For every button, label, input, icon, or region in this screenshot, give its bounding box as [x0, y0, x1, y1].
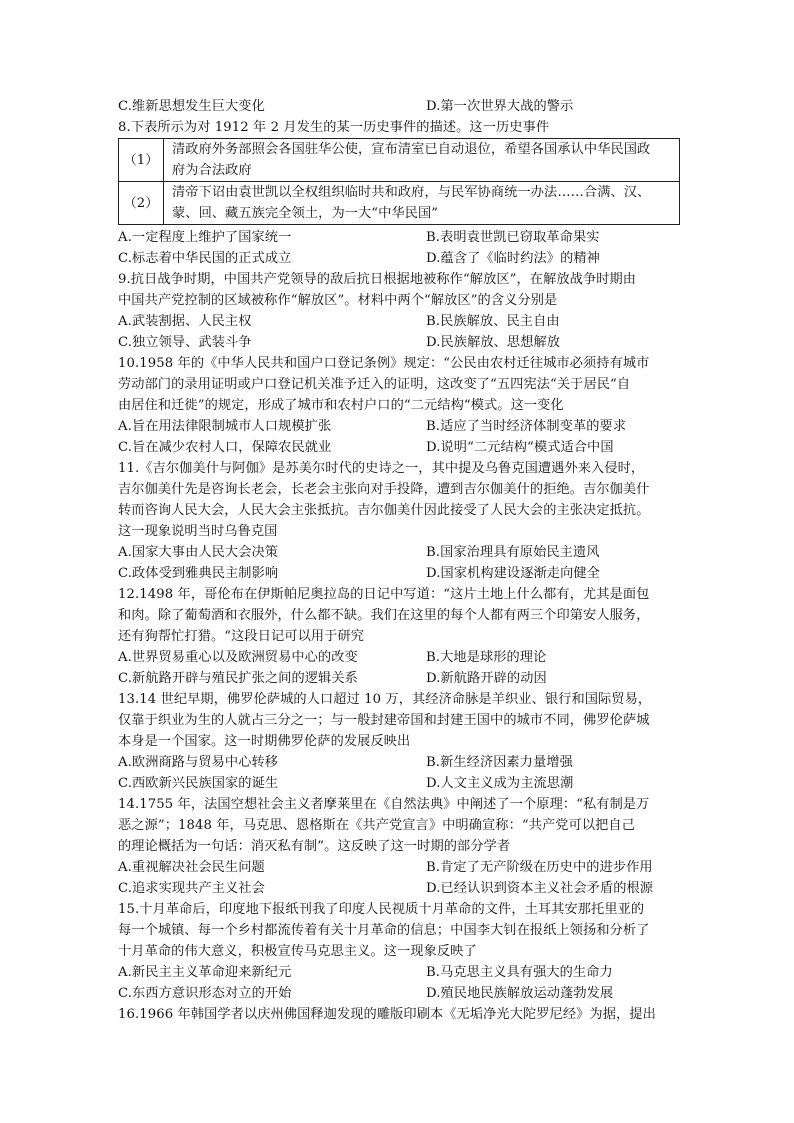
q8-options-ab	[118, 227, 686, 248]
q8-table-row	[119, 139, 680, 182]
q16-stem-line: 16.1966 年韩国学者以庆州佛国释迦发现的雕版印刷本《无垢净光大陀罗尼经》为据，提出	[118, 1007, 656, 1022]
q10-stem-line: 劳动部门的录用证明或户口登记机关准予迁入的证明，这改变了“五四宪法“关于居民“自	[118, 377, 631, 392]
q12-option-b: B.大地是球形的理论	[426, 650, 547, 665]
q8-option-a: A.一定程度上维护了国家统一	[118, 230, 292, 245]
q9-option-c: C.独立领导、武装斗争	[118, 335, 252, 350]
q8-row-line: 蒙、回、藏五族完全领土，为一大“中华民国”	[172, 206, 439, 221]
q12-stem-line: 12.1498 年，哥伦布在伊斯帕尼奥拉岛的日记中写道：“这片土地上什么都有，尤其是面包	[118, 587, 650, 602]
q11-option-b: B.国家治理具有原始民主遗风	[426, 545, 600, 560]
q8-table	[118, 138, 680, 225]
q8-row-text	[164, 182, 680, 225]
q12-stem-line: 和肉。除了葡萄酒和衣服外，什么都不缺。我们在这里的每个人都有两三个印第安人服务，	[118, 608, 650, 623]
q15-option-d: D.殖民地民族解放运动蓬勃发展	[426, 986, 614, 1001]
q15-stem-line: 十月革命的伟大意义，积极宣传马克思主义。这一现象反映了	[118, 944, 477, 959]
q9-options-cd	[118, 332, 686, 353]
q9-stem-line: 9.抗日战争时期，中国共产党领导的敌后抗日根据地被称作“解放区”，在解放战争时期由	[118, 272, 637, 287]
q12-stem-line: 还有狗帮忙打猎。“这段日记可以用于研究	[118, 629, 365, 644]
q11-option-d: D.国家机构建设逐渐走向健全	[426, 566, 600, 581]
q8-options-cd	[118, 248, 686, 269]
q8-option-c: C.标志着中华民国的正式成立	[118, 251, 292, 266]
q12-option-a: A.世界贸易重心以及欧洲贸易中心的改变	[118, 650, 358, 665]
q7-options-cd	[118, 96, 686, 117]
q10-stem-line: 由居住和迁徙”的规定，形成了城市和农村户口的“二元结构“模式。这一变化	[118, 398, 564, 413]
q15-stem-line: 每一个城镇、每一个乡村都流传着有关十月革命的信息；中国李大钊在报纸上领扬和分析了	[118, 923, 650, 938]
q8-row-line: 清帝下诏由袁世凯以全权组织临时共和政府，与民军协商统一办法……合满、汉、	[172, 185, 651, 200]
q13-stem-line: 13.14 世纪早期，佛罗伦萨城的人口超过 10 万，其经济命脉是羊织业、银行和国际贸易，	[118, 692, 652, 707]
q12-options-cd	[118, 668, 686, 689]
q10-option-d: D.说明“二元结构“模式适合中国	[426, 440, 614, 455]
q8-row-number: （1）	[119, 139, 164, 182]
q9-option-d: D.民族解放、思想解放	[426, 335, 561, 350]
q9-options-ab	[118, 311, 686, 332]
q9-option-a: A.武装割据、人民主权	[118, 314, 252, 329]
q11-stem-line: 11.《吉尔伽美什与阿伽》是苏美尔时代的史诗之一，其中提及乌鲁克国遭遇外来入侵时，	[118, 461, 645, 476]
q9-option-b: B.民族解放、民主自由	[426, 314, 560, 329]
q10-option-a: A.旨在用法律限制城市人口规模扩张	[118, 419, 332, 434]
q14-stem-line: 恶之源”；1848 年，马克思、恩格斯在《共产党宣言》中明确宣称：“共产党可以把自己	[118, 818, 635, 833]
q9-stem-line: 中国共产党控制的区域被称作“解放区”。材料中两个“解放区”的含义分别是	[118, 293, 558, 308]
q8-row-text	[164, 139, 680, 182]
q14-stem-line: 的理论概括为一句话：消灭私有制”。这反映了这一时期的部分学者	[118, 839, 511, 854]
q14-options-cd	[118, 878, 686, 899]
q10-option-c: C.旨在减少农村人口，保障农民就业	[118, 440, 332, 455]
q8-option-d: D.蕴含了《临时约法》的精神	[426, 251, 600, 266]
q7-option-d: D.第一次世界大战的警示	[426, 99, 574, 114]
q13-options-cd	[118, 773, 686, 794]
q11-options-cd	[118, 563, 686, 584]
q15-option-b: B.马克思主义具有强大的生命力	[426, 965, 613, 980]
q10-options-ab	[118, 416, 686, 437]
q10-option-b: B.适应了当时经济体制变革的要求	[426, 419, 627, 434]
q11-stem-line: 吉尔伽美什先是咨询长老会，长老会主张向对手投降，遭到吉尔伽美什的拒绝。吉尔伽美什	[118, 482, 650, 497]
q8-row-line: 清政府外务部照会各国驻华公使，宣布清室已自动退位，希望各国承认中华民国政	[172, 142, 651, 157]
q8-row-line: 府为合法政府	[172, 163, 252, 178]
q11-option-c: C.政体受到雅典民主制影响	[118, 566, 279, 581]
q15-option-a: A.新民主主义革命迎来新纪元	[118, 965, 292, 980]
q13-option-d: D.人文主义成为主流思潮	[426, 776, 574, 791]
q12-options-ab	[118, 647, 686, 668]
q13-options-ab	[118, 752, 686, 773]
q8-option-b: B.表明袁世凯已窃取革命果实	[426, 230, 600, 245]
q13-stem-line: 本身是一个国家。这一时期佛罗伦萨的发展反映出	[118, 734, 411, 749]
q14-option-d: D.已经认识到资本主义社会矛盾的根源	[426, 881, 654, 896]
q13-option-c: C.西欧新兴民族国家的诞生	[118, 776, 279, 791]
q15-options-cd	[118, 983, 686, 1004]
q14-stem-line: 14.1755 年，法国空想社会主义者摩莱里在《自然法典》中阐述了一个原理：“私有制是万	[118, 797, 650, 812]
q14-options-ab	[118, 857, 686, 878]
q14-option-c: C.追求实现共产主义社会	[118, 881, 265, 896]
q13-stem-line: 仅靠于织业为生的人就占三分之一；与一般封建帝国和封建王国中的城市不同，佛罗伦萨城	[118, 713, 650, 728]
q13-option-a: A.欧洲商路与贸易中心转移	[118, 755, 279, 770]
q7-option-c: C.维新思想发生巨大变化	[118, 99, 265, 114]
q11-stem-line: 这一现象说明当时乌鲁克国	[118, 524, 278, 539]
q8-stem: 8.下表所示为对 1912 年 2 月发生的某一历史事件的描述。这一历史事件	[118, 120, 550, 135]
q8-row-number: （2）	[119, 182, 164, 225]
q10-stem-line: 10.1958 年的《中华人民共和国户口登记条例》规定：“公民由农村迁往城市必须持有城市	[118, 356, 650, 371]
q15-stem-line: 15.十月革命后，印度地下报纸刊我了印度人民视质十月革命的文件，土耳其安那托里亚的	[118, 902, 645, 917]
q11-option-a: A.国家大事由人民大会决策	[118, 545, 279, 560]
question-content	[118, 96, 686, 1025]
q14-option-b: B.肯定了无产阶级在历史中的进步作用	[426, 860, 653, 875]
q14-option-a: A.重视解决社会民生问题	[118, 860, 265, 875]
q15-option-c: C.东西方意识形态对立的开始	[118, 986, 292, 1001]
q8-table-row	[119, 182, 680, 225]
q12-option-d: D.新航路开辟的动因	[426, 671, 547, 686]
q11-options-ab	[118, 542, 686, 563]
q13-option-b: B.新生经济因素力量增强	[426, 755, 573, 770]
q15-options-ab	[118, 962, 686, 983]
q10-options-cd	[118, 437, 686, 458]
q11-stem-line: 转而咨询人民大会，人民大会主张抵抗。吉尔伽美什因此接受了人民大会的主张决定抵抗。	[118, 503, 650, 518]
q12-option-c: C.新航路开辟与殖民扩张之间的逻辑关系	[118, 671, 358, 686]
